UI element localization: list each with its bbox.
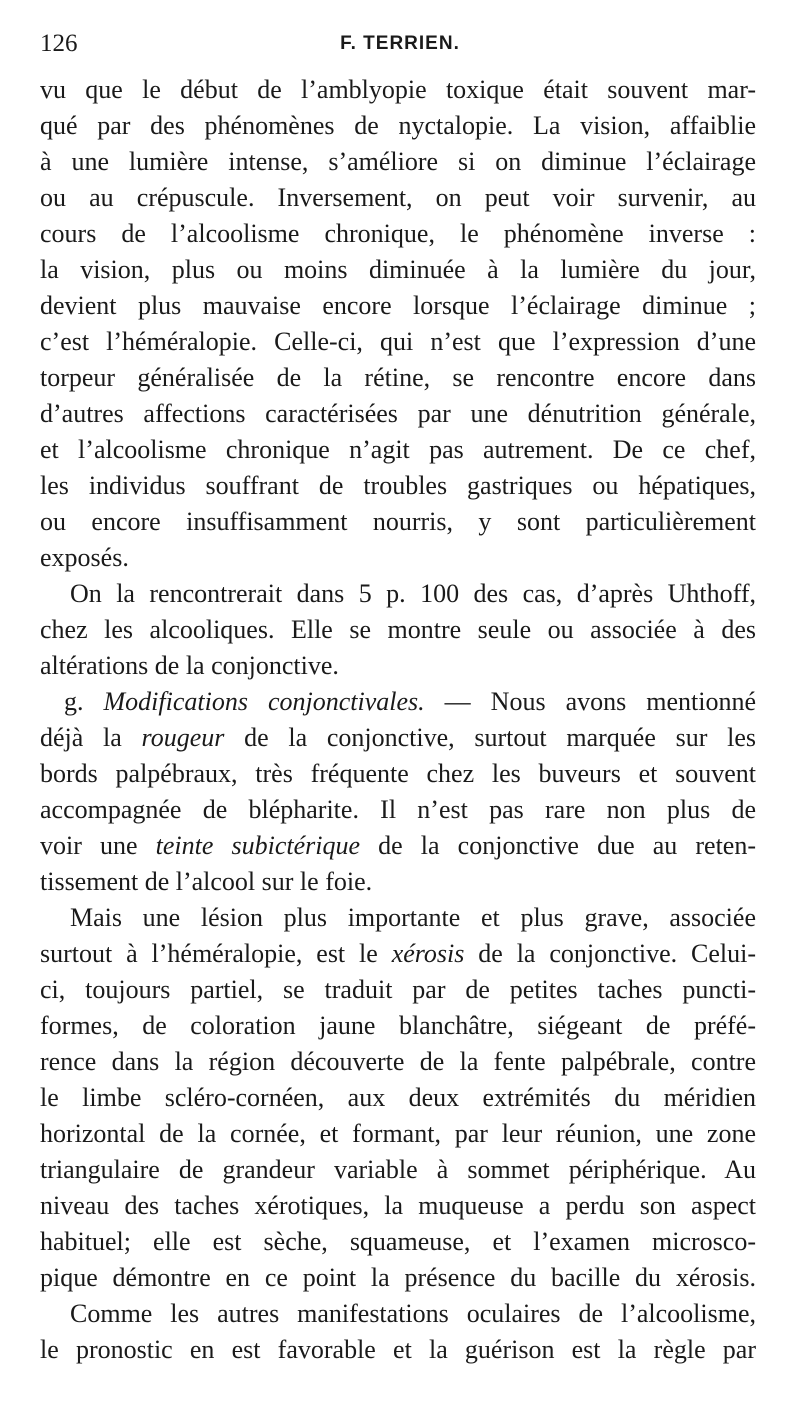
- text-line: niveau des taches xérotiques, la muqueuse a perdu son aspect: [40, 1191, 756, 1220]
- text-line: bords palpébraux, très fréquente chez les buveurs et souvent: [40, 759, 756, 788]
- text-line: altérations de la conjonctive.: [40, 651, 339, 680]
- text-run: déjà la: [40, 723, 142, 752]
- text-line: triangulaire de grandeur variable à sommet périphérique. Au: [40, 1155, 756, 1184]
- text-run: de la conjonctive, surtout marquée sur les: [224, 723, 756, 752]
- text-line: formes, de coloration jaune blanchâtre, siégeant de préfé-: [40, 1011, 756, 1040]
- text-line: c’est l’héméralopie. Celle-ci, qui n’est que l’expression d’une: [40, 327, 756, 356]
- text-line: le pronostic en est favorable et la guérison est la règle par: [40, 1335, 756, 1364]
- text-line: vu que le début de l’amblyopie toxique était souvent mar-: [40, 75, 756, 104]
- page-number: 126: [40, 30, 78, 57]
- text-line: devient plus mauvaise encore lorsque l’éclairage diminue ;: [40, 291, 756, 320]
- text-line: horizontal de la cornée, et formant, par leur réunion, une zone: [40, 1119, 756, 1148]
- text-line: cours de l’alcoolisme chronique, le phénomène inverse :: [40, 219, 756, 248]
- italic-term: Modifications conjonctivales.: [103, 687, 425, 716]
- text-run: de la conjonctive. Celui-: [464, 939, 756, 968]
- text-line: torpeur généralisée de la rétine, se rencontre encore dans: [40, 363, 756, 392]
- italic-term: rougeur: [141, 723, 225, 752]
- text-run: — Nous avons mentionné: [424, 687, 756, 716]
- text-line: ou encore insuffisamment nourris, y sont particulièrement: [40, 507, 756, 536]
- text-line: exposés.: [40, 543, 129, 572]
- text-run: voir une: [40, 831, 156, 860]
- text-run: surtout à l’héméralopie, est le: [40, 939, 392, 968]
- text-line: [40, 936, 756, 972]
- running-head: F. TERRIEN.: [340, 33, 460, 54]
- text-line: la vision, plus ou moins diminuée à la lumière du jour,: [40, 255, 756, 284]
- text-line: rence dans la région découverte de la fente palpébrale, contre: [40, 1047, 756, 1076]
- text-line: habituel; elle est sèche, squameuse, et l’examen microsco-: [40, 1227, 756, 1256]
- text-run: g.: [64, 687, 104, 716]
- text-line: On la rencontrerait dans 5 p. 100 des cas, d’après Uhthoff,: [70, 579, 756, 608]
- text-line: Comme les autres manifestations oculaires de l’alcoolisme,: [70, 1299, 756, 1328]
- text-line: les individus souffrant de troubles gastriques ou hépatiques,: [40, 471, 756, 500]
- text-line: tissement de l’alcool sur le foie.: [40, 867, 373, 896]
- text-run: de la conjonctive due au reten-: [360, 831, 757, 860]
- text-line: ou au crépuscule. Inversement, on peut voir survenir, au: [40, 183, 756, 212]
- text-line: chez les alcooliques. Elle se montre seule ou associée à des: [40, 615, 756, 644]
- text-line: [40, 828, 756, 864]
- text-line: qué par des phénomènes de nyctalopie. La vision, affaiblie: [40, 111, 756, 140]
- text-line: ci, toujours partiel, se traduit par de petites taches puncti-: [40, 975, 756, 1004]
- italic-term: teinte subictérique: [155, 831, 361, 860]
- text-line: [40, 720, 756, 756]
- text-line: à une lumière intense, s’améliore si on diminue l’éclairage: [40, 147, 756, 176]
- text-line: pique démontre en ce point la présence du bacille du xérosis.: [40, 1263, 756, 1292]
- text-line: et l’alcoolisme chronique n’agit pas autrement. De ce chef,: [40, 435, 756, 464]
- text-line: accompagnée de blépharite. Il n’est pas rare non plus de: [40, 795, 756, 824]
- body-text: [40, 72, 756, 1368]
- page-header: [40, 30, 760, 64]
- text-line: d’autres affections caractérisées par une dénutrition générale,: [40, 399, 756, 428]
- italic-term: xérosis: [391, 939, 465, 968]
- text-line: [40, 684, 756, 720]
- text-line: le limbe scléro-cornéen, aux deux extrémités du méridien: [40, 1083, 756, 1112]
- text-line: Mais une lésion plus importante et plus grave, associée: [70, 903, 756, 932]
